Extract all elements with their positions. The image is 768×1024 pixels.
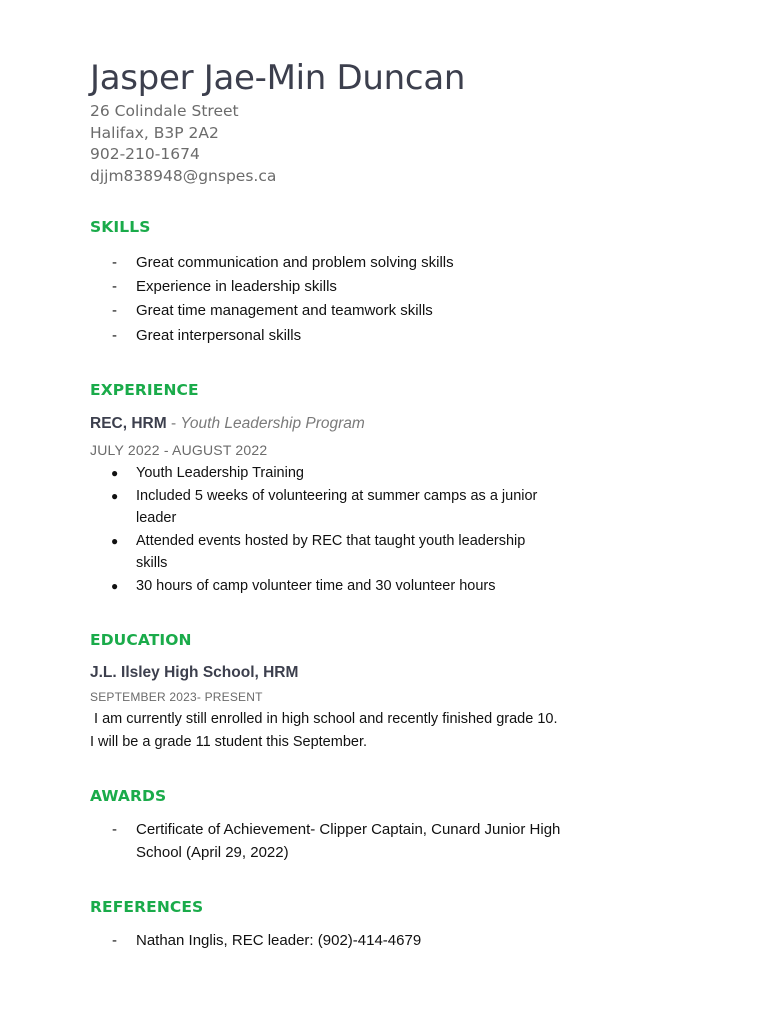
address-line-1: 26 Colindale Street	[90, 102, 239, 120]
bullet-text: Attended events hosted by REC that taught youth leadership skills	[136, 533, 526, 571]
bullet-marker: ●	[111, 466, 119, 480]
bullet-text: Included 5 weeks of volunteering at summer camps as a junior leader	[136, 488, 538, 526]
skill-text: Experience in leadership skills	[136, 278, 337, 296]
school-dates: SEPTEMBER 2023- PRESENT	[90, 690, 263, 704]
list-item	[90, 251, 454, 275]
job-separator: -	[166, 415, 181, 432]
bullet-marker: ●	[111, 489, 119, 503]
skills-heading: SKILLS	[90, 218, 151, 236]
list-item	[90, 485, 560, 529]
job-dates: JULY 2022 - AUGUST 2022	[90, 442, 268, 458]
school-name: J.L. Ilsley High School, HRM	[90, 664, 299, 681]
skill-text: Great interpersonal skills	[136, 326, 302, 344]
list-item	[90, 275, 454, 299]
awards-heading: AWARDS	[90, 787, 167, 805]
dash-marker: -	[112, 821, 117, 838]
list-item	[90, 818, 566, 864]
bullet-marker: ●	[111, 534, 119, 548]
email-address: djjm838948@gnspes.ca	[90, 166, 277, 185]
reference-text: Nathan Inglis, REC leader: (902)-414-4679	[136, 932, 422, 949]
list-item	[90, 299, 454, 323]
applicant-name: Jasper Jae-Min Duncan	[90, 58, 466, 98]
job-title	[90, 415, 365, 433]
phone-number: 902-210-1674	[90, 145, 200, 164]
dash-marker: -	[112, 278, 117, 296]
references-list	[90, 929, 566, 952]
awards-list	[90, 818, 566, 864]
job-organization: REC, HRM	[90, 415, 167, 432]
list-item	[90, 462, 560, 484]
job-role: Youth Leadership Program	[180, 415, 365, 432]
list-item	[90, 929, 566, 952]
dash-marker: -	[112, 254, 117, 271]
dash-marker: -	[112, 302, 117, 320]
education-heading: EDUCATION	[90, 631, 192, 649]
list-item	[90, 324, 454, 348]
skill-text: Great time management and teamwork skills	[136, 302, 433, 320]
list-item	[90, 530, 560, 574]
bullet-marker: ●	[111, 579, 119, 593]
dash-marker: -	[112, 932, 117, 949]
references-heading: REFERENCES	[90, 898, 204, 916]
address-line-2: Halifax, B3P 2A2	[90, 123, 219, 142]
bullet-text: 30 hours of camp volunteer time and 30 volunteer hours	[136, 578, 496, 594]
job-bullets	[90, 462, 560, 598]
school-description: I am currently still enrolled in high school and recently finished grade 10. I will be a grade 11 student this September.	[90, 711, 562, 750]
contact-info	[90, 101, 276, 187]
list-item	[90, 575, 560, 597]
skill-text: Great communication and problem solving skills	[136, 254, 454, 271]
dash-marker: -	[112, 326, 117, 344]
skills-list	[90, 251, 454, 348]
award-text: Certificate of Achievement- Clipper Captain, Cunard Junior High School (April 29, 2022)	[136, 821, 561, 861]
experience-heading: EXPERIENCE	[90, 381, 199, 399]
bullet-text: Youth Leadership Training	[136, 465, 304, 481]
